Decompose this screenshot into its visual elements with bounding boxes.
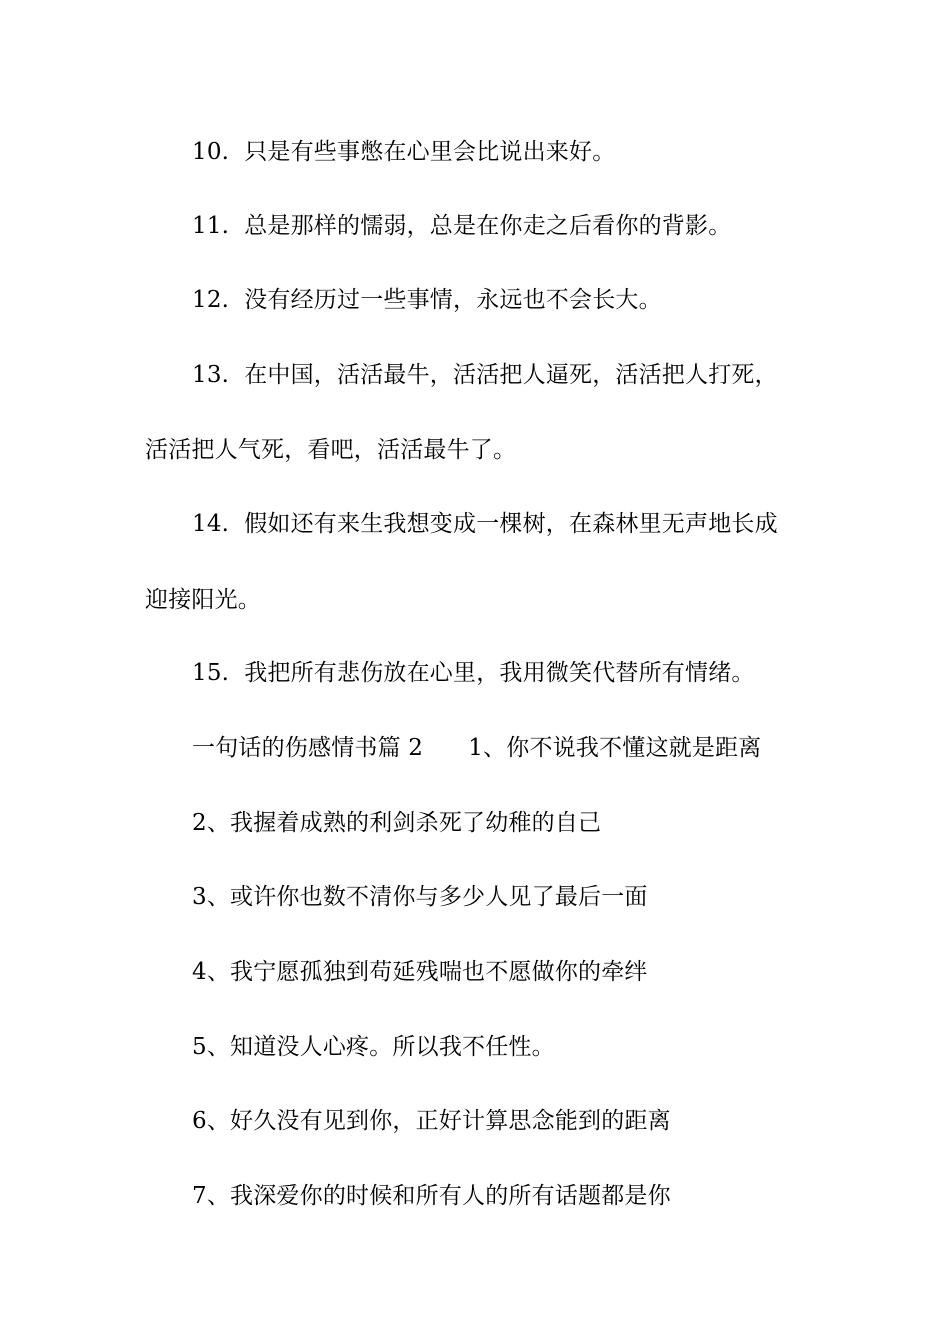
paragraph-line: 14. 假如还有来生我想变成一棵树，在森林里无声地长成 bbox=[192, 511, 778, 537]
paragraph-line: 2、我握着成熟的利剑杀死了幼稚的自己 bbox=[192, 810, 602, 836]
paragraph-line: 13. 在中国，活活最牛，活活把人逼死，活活把人打死， bbox=[192, 362, 778, 388]
paragraph-line: 10. 只是有些事憋在心里会比说出来好。 bbox=[192, 139, 616, 165]
paragraph-line: 7、我深爱你的时候和所有人的所有话题都是你 bbox=[192, 1183, 671, 1209]
paragraph-line: 6、好久没有见到你，正好计算思念能到的距离 bbox=[192, 1108, 671, 1134]
paragraph-line: 3、或许你也数不清你与多少人见了最后一面 bbox=[192, 884, 648, 910]
paragraph-line-continuation: 活活把人气死，看吧，活活最牛了。 bbox=[145, 437, 517, 463]
paragraph-line: 4、我宁愿孤独到苟延残喘也不愿做你的牵绊 bbox=[192, 959, 648, 985]
paragraph-line-continuation: 迎接阳光。 bbox=[145, 587, 261, 613]
section-heading-line: 一句话的伤感情书篇 2 1、你不说我不懂这就是距离 bbox=[192, 735, 762, 761]
paragraph-line: 12. 没有经历过一些事情，永远也不会长大。 bbox=[192, 287, 662, 313]
paragraph-line: 5、知道没人心疼。所以我不任性。 bbox=[192, 1034, 555, 1060]
paragraph-line: 11. 总是那样的懦弱，总是在你走之后看你的背影。 bbox=[192, 213, 732, 239]
paragraph-line: 15. 我把所有悲伤放在心里，我用微笑代替所有情绪。 bbox=[192, 660, 755, 686]
